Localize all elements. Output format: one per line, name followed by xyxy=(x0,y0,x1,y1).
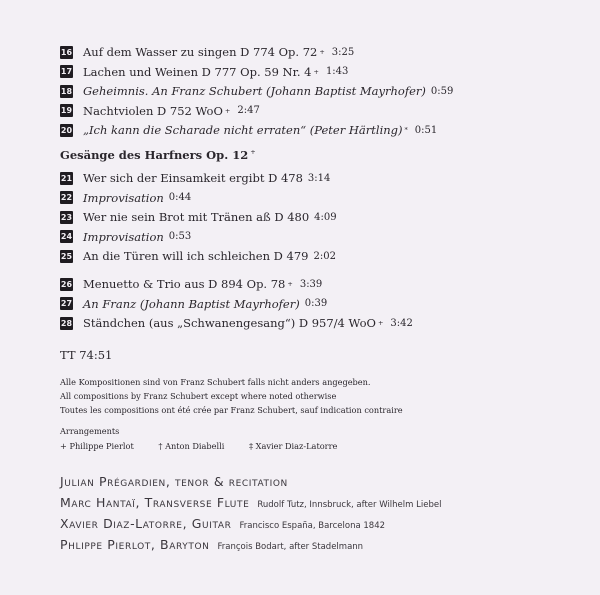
track-row xyxy=(60,169,330,187)
track-title: Auf dem Wasser zu singen D 774 Op. 72 xyxy=(83,45,318,59)
track-duration: 0:44 xyxy=(168,192,192,203)
track-title: An Franz (Johann Baptist Mayrhofer) xyxy=(83,296,300,311)
arrangements-list xyxy=(60,441,337,451)
track-title: Nachtviolen D 752 WoO xyxy=(83,103,223,118)
track-mark: + xyxy=(377,319,384,327)
track-number: 18 xyxy=(60,86,73,96)
track-row xyxy=(60,208,337,226)
track-duration: 3:42 xyxy=(390,317,413,329)
instrument-source: François Bodart, after Stadelmann xyxy=(217,542,364,552)
artist-name: Julian Prégardien, tenor & recitation xyxy=(60,474,288,489)
track-title: An die Türen will ich schleichen D 479 xyxy=(83,249,309,263)
artist-line xyxy=(60,516,385,534)
track-mark: * xyxy=(404,126,408,134)
track-title: Ständchen (aus „Schwanengesang“) D 957/4 WoO xyxy=(83,316,376,330)
artist-name: Xavier Diaz-Latorre, Guitar xyxy=(60,516,232,531)
track-row xyxy=(60,275,322,293)
track-title: Improvisation xyxy=(83,190,164,205)
track-number: 25 xyxy=(60,251,73,261)
track-mark: + xyxy=(313,67,319,76)
note-line: All compositions by Franz Schubert except where noted otherwise xyxy=(60,391,337,401)
track-number: 22 xyxy=(60,193,73,202)
section-mark: + xyxy=(250,148,256,157)
instrument-source: Francisco España, Barcelona 1842 xyxy=(239,521,386,531)
track-duration: 2:47 xyxy=(237,105,260,116)
artist-line xyxy=(60,474,288,492)
arrangement-item: † Anton Diabelli xyxy=(158,441,225,451)
note-line: Toutes les compositions ont été crée par Franz Schubert, sauf indication contraire xyxy=(60,405,403,415)
section-title xyxy=(60,148,258,162)
arrangement-item: ‡ Xavier Diaz-Latorre xyxy=(248,441,338,451)
track-number: 16 xyxy=(60,47,73,57)
artist-line xyxy=(60,495,441,513)
composer-notes xyxy=(60,375,403,417)
track-title: Geheimnis. An Franz Schubert (Johann Baptist Mayrhofer) xyxy=(83,84,426,98)
track-mark: + xyxy=(287,280,293,288)
section-title-text: Gesänge des Harfners Op. 12 xyxy=(60,148,249,162)
artist-name: Phlippe Pierlot, Baryton xyxy=(60,537,210,552)
total-time: TT 74:51 xyxy=(60,348,113,362)
track-duration: 0:59 xyxy=(430,85,454,97)
track-number: 23 xyxy=(60,212,73,222)
artist-name: Marc Hantaï, Transverse Flute xyxy=(60,495,250,510)
track-row xyxy=(60,314,413,332)
track-mark: + xyxy=(224,106,231,115)
track-title: „Ich kann die Scharade nicht erraten“ (Peter Härtling) xyxy=(83,123,403,137)
track-row xyxy=(60,102,260,120)
track-row xyxy=(60,247,336,265)
track-duration: 0:39 xyxy=(304,298,328,309)
track-duration: 3:14 xyxy=(307,172,331,184)
track-number: 20 xyxy=(60,125,73,135)
track-row xyxy=(60,43,354,61)
track-row xyxy=(60,121,437,139)
track-number: 26 xyxy=(60,279,73,289)
track-number: 19 xyxy=(60,106,73,115)
track-duration: 1:43 xyxy=(325,66,349,77)
instrument-source: Rudolf Tutz, Innsbruck, after Wilhelm Liebel xyxy=(257,500,442,510)
track-duration: 0:51 xyxy=(414,124,438,136)
track-number: 21 xyxy=(60,173,73,183)
track-duration: 4:09 xyxy=(314,211,337,223)
note-line: Alle Kompositionen sind von Franz Schubert falls nicht anders angegeben. xyxy=(60,377,371,387)
arrangements-title: Arrangements xyxy=(60,426,120,436)
track-duration: 2:02 xyxy=(313,250,336,262)
track-duration: 3:25 xyxy=(331,46,355,58)
track-title: Lachen und Weinen D 777 Op. 59 Nr. 4 xyxy=(83,64,312,79)
track-row xyxy=(60,82,453,100)
track-duration: 0:53 xyxy=(168,231,192,242)
artist-line xyxy=(60,537,363,555)
track-title: Wer nie sein Brot mit Tränen aß D 480 xyxy=(83,210,310,224)
track-duration: 3:39 xyxy=(299,278,323,290)
track-title: Menuetto & Trio aus D 894 Op. 78 xyxy=(83,277,286,291)
track-row xyxy=(60,189,191,207)
track-number: 27 xyxy=(60,299,73,308)
track-mark: + xyxy=(319,48,325,56)
track-row xyxy=(60,228,191,246)
track-number: 28 xyxy=(60,318,73,328)
arrangement-item: + Philippe Pierlot xyxy=(60,441,134,451)
track-number: 17 xyxy=(60,67,73,76)
track-row xyxy=(60,295,327,313)
track-row xyxy=(60,63,348,81)
track-number: 24 xyxy=(60,232,73,241)
track-title: Wer sich der Einsamkeit ergibt D 478 xyxy=(83,171,303,185)
track-title: Improvisation xyxy=(83,229,164,244)
